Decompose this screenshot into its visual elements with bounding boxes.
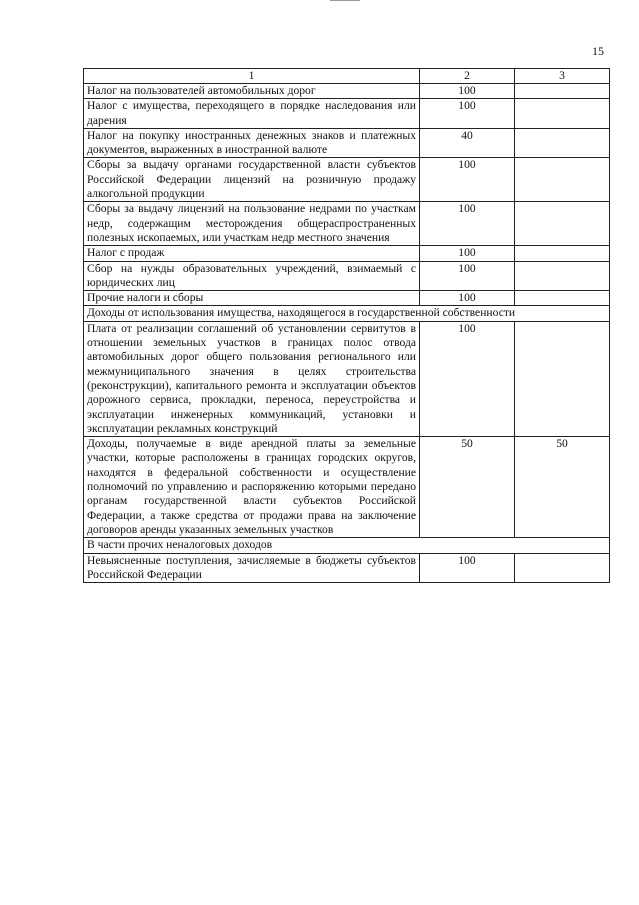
percent-cell-col3	[515, 84, 610, 99]
column-header: 1	[84, 69, 420, 84]
section-heading: Доходы от использования имущества, находящегося в государственной собственности	[84, 306, 610, 321]
percent-cell-col3	[515, 553, 610, 583]
percent-cell-col2: 100	[420, 158, 515, 202]
revenue-name-cell: Сборы за выдачу лицензий на пользование недрами по участкам недр, содержащим месторождения общераспространенных полезных ископаемых, или участкам недр местного значения	[84, 202, 420, 246]
table-row	[84, 128, 610, 158]
revenue-name-cell: Налог на пользователей автомобильных дорог	[84, 84, 420, 99]
table-row	[84, 99, 610, 129]
percent-cell-col2: 100	[420, 99, 515, 129]
percent-cell-col3	[515, 99, 610, 129]
percent-cell-col3	[515, 128, 610, 158]
percent-cell-col2: 50	[420, 437, 515, 538]
table-row	[84, 437, 610, 538]
column-header: 2	[420, 69, 515, 84]
table-row	[84, 291, 610, 306]
table-row	[84, 158, 610, 202]
percent-cell-col2: 100	[420, 291, 515, 306]
table-section-row	[84, 538, 610, 553]
revenue-name-cell: Плата от реализации соглашений об установлении сервитутов в отношении земельных участков в границах полос отвода автомобильных дорог общего пользования регионального или межмуниципального значения в целях строительства (реконструкции), капитального ремонта и эксплуатации объектов дорожного сервиса, прокладки, переноса, переустройства и эксплуатации инженерных коммуникаций, установки и эксплуатации рекламных конструкций	[84, 321, 420, 436]
revenue-name-cell: Невыясненные поступления, зачисляемые в бюджеты субъектов Российской Федерации	[84, 553, 420, 583]
table-row	[84, 202, 610, 246]
table-row	[84, 553, 610, 583]
percent-cell-col3	[515, 261, 610, 291]
table-row	[84, 84, 610, 99]
percent-cell-col2: 100	[420, 321, 515, 436]
budget-distribution-table	[83, 68, 610, 583]
percent-cell-col2: 40	[420, 128, 515, 158]
column-header: 3	[515, 69, 610, 84]
page-number: 15	[592, 44, 604, 58]
percent-cell-col2: 100	[420, 553, 515, 583]
percent-cell-col2: 100	[420, 202, 515, 246]
table-section-row	[84, 306, 610, 321]
revenue-name-cell: Прочие налоги и сборы	[84, 291, 420, 306]
table-row	[84, 321, 610, 436]
percent-cell-col3	[515, 321, 610, 436]
percent-cell-col3	[515, 291, 610, 306]
percent-cell-col3	[515, 202, 610, 246]
percent-cell-col3: 50	[515, 437, 610, 538]
section-heading: В части прочих неналоговых доходов	[84, 538, 610, 553]
percent-cell-col3	[515, 246, 610, 261]
revenue-name-cell: Сборы за выдачу органами государственной власти субъектов Российской Федерации лицензий на розничную продажу алкогольной продукции	[84, 158, 420, 202]
revenue-name-cell: Налог с продаж	[84, 246, 420, 261]
revenue-name-cell: Налог на покупку иностранных денежных знаков и платежных документов, выраженных в иностранной валюте	[84, 128, 420, 158]
revenue-name-cell: Сбор на нужды образовательных учреждений, взимаемый с юридических лиц	[84, 261, 420, 291]
table-row	[84, 246, 610, 261]
percent-cell-col2: 100	[420, 246, 515, 261]
table-row	[84, 261, 610, 291]
top-artifact-line	[330, 0, 360, 1]
revenue-name-cell: Налог с имущества, переходящего в порядке наследования или дарения	[84, 99, 420, 129]
percent-cell-col3	[515, 158, 610, 202]
table-header-row	[84, 69, 610, 84]
percent-cell-col2: 100	[420, 84, 515, 99]
revenue-name-cell: Доходы, получаемые в виде арендной платы за земельные участки, которые расположены в границах городских округов, находятся в федеральной собственности и осуществление полномочий по управлению и распоряжению которыми передано органам государственной власти субъектов Российской Федерации, а также средства от продажи права на заключение договоров аренды указанных земельных участков	[84, 437, 420, 538]
percent-cell-col2: 100	[420, 261, 515, 291]
